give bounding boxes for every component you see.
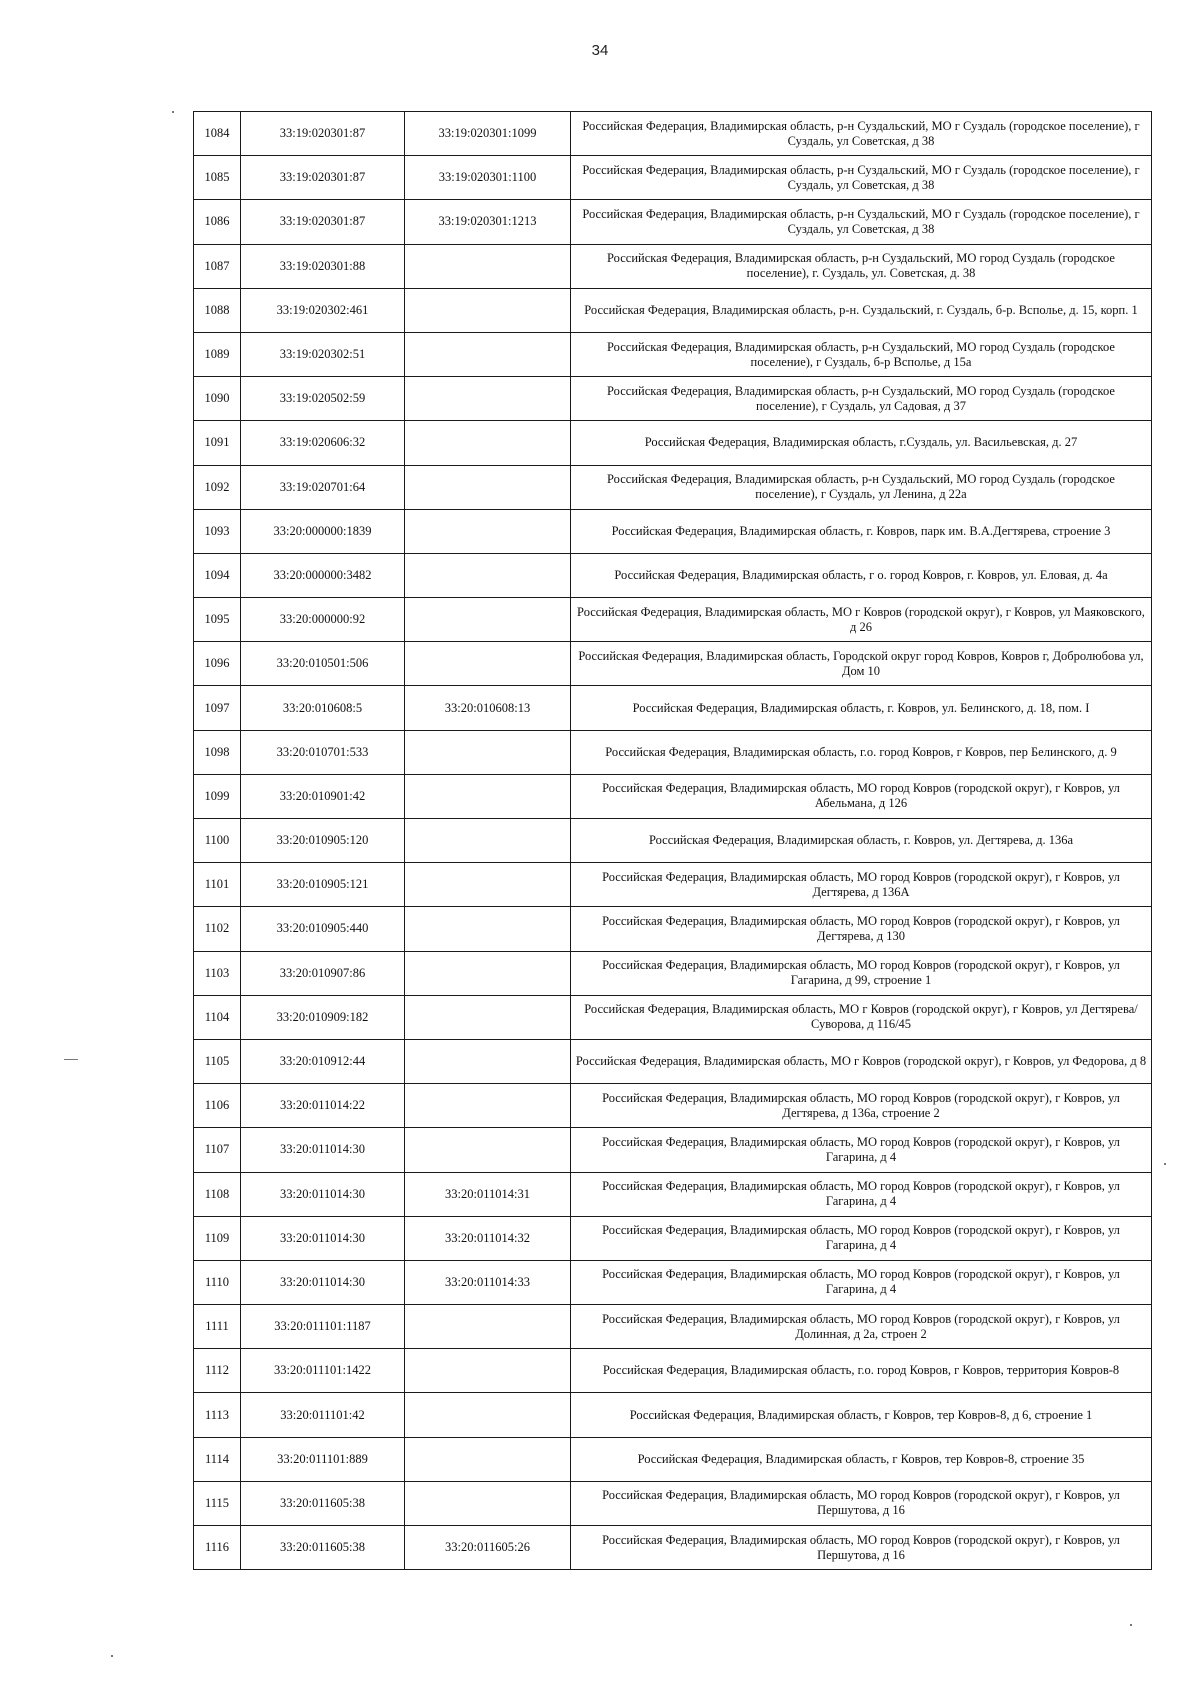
row-number-cell: 1089 [194, 332, 241, 376]
address-cell: Российская Федерация, Владимирская область, МО город Ковров (городской округ), г Ковров, ул Гагарина, д 4 [571, 1128, 1152, 1172]
table-row [194, 553, 1152, 597]
sub-object-number-cell [405, 819, 571, 863]
sub-object-number-cell: 33:19:020301:1213 [405, 200, 571, 244]
address-cell: Российская Федерация, Владимирская область, г. Ковров, ул. Белинского, д. 18, пом. I [571, 686, 1152, 730]
sub-object-number-cell [405, 1481, 571, 1525]
sub-object-number-cell: 33:20:011605:26 [405, 1526, 571, 1570]
address-cell: Российская Федерация, Владимирская область, р-н Суздальский, МО г Суздаль (городское поселение), г Суздаль, ул Советская, д 38 [571, 200, 1152, 244]
address-cell: Российская Федерация, Владимирская область, р-н Суздальский, МО город Суздаль (городское поселение), г. Суздаль, ул. Советская, д. 38 [571, 244, 1152, 288]
scan-speck [172, 111, 174, 113]
row-number-cell: 1092 [194, 465, 241, 509]
table-row [194, 686, 1152, 730]
table-row [194, 200, 1152, 244]
sub-object-number-cell: 33:20:011014:31 [405, 1172, 571, 1216]
cadastral-number-cell: 33:20:000000:1839 [241, 509, 405, 553]
sub-object-number-cell [405, 730, 571, 774]
row-number-cell: 1105 [194, 1039, 241, 1083]
table-row [194, 1305, 1152, 1349]
address-cell: Российская Федерация, Владимирская область, г.о. город Ковров, г Ковров, территория Ковров-8 [571, 1349, 1152, 1393]
sub-object-number-cell: 33:20:010608:13 [405, 686, 571, 730]
row-number-cell: 1101 [194, 863, 241, 907]
sub-object-number-cell [405, 642, 571, 686]
row-number-cell: 1111 [194, 1305, 241, 1349]
row-number-cell: 1115 [194, 1481, 241, 1525]
table-row [194, 1349, 1152, 1393]
sub-object-number-cell [405, 1437, 571, 1481]
cadastral-number-cell: 33:20:010907:86 [241, 951, 405, 995]
cadastral-number-cell: 33:20:010501:506 [241, 642, 405, 686]
row-number-cell: 1090 [194, 377, 241, 421]
row-number-cell: 1116 [194, 1526, 241, 1570]
sub-object-number-cell [405, 553, 571, 597]
sub-object-number-cell [405, 1393, 571, 1437]
address-cell: Российская Федерация, Владимирская область, Городской округ город Ковров, Ковров г, Добролюбова ул, Дом 10 [571, 642, 1152, 686]
cadastral-number-cell: 33:19:020302:51 [241, 332, 405, 376]
address-cell: Российская Федерация, Владимирская область, МО город Ковров (городской округ), г Ковров, ул Дегтярева, д 130 [571, 907, 1152, 951]
address-cell: Российская Федерация, Владимирская область, г.о. город Ковров, г Ковров, пер Белинского, д. 9 [571, 730, 1152, 774]
sub-object-number-cell [405, 774, 571, 818]
cadastral-number-cell: 33:20:010905:440 [241, 907, 405, 951]
sub-object-number-cell [405, 1039, 571, 1083]
table-row [194, 642, 1152, 686]
table-row [194, 1172, 1152, 1216]
table-row [194, 1526, 1152, 1570]
address-cell: Российская Федерация, Владимирская область, МО город Ковров (городской округ), г Ковров, ул Абельмана, д 126 [571, 774, 1152, 818]
table-row [194, 288, 1152, 332]
cadastral-number-cell: 33:19:020301:87 [241, 112, 405, 156]
cadastral-number-cell: 33:20:010608:5 [241, 686, 405, 730]
cadastral-number-cell: 33:20:011605:38 [241, 1481, 405, 1525]
address-cell: Российская Федерация, Владимирская область, г. Ковров, парк им. В.А.Дегтярева, строение 3 [571, 509, 1152, 553]
row-number-cell: 1113 [194, 1393, 241, 1437]
scan-speck [1164, 1163, 1166, 1165]
sub-object-number-cell [405, 1128, 571, 1172]
row-number-cell: 1112 [194, 1349, 241, 1393]
address-cell: Российская Федерация, Владимирская область, р-н Суздальский, МО г Суздаль (городское поселение), г Суздаль, ул Советская, д 38 [571, 112, 1152, 156]
address-cell: Российская Федерация, Владимирская область, МО г Ковров (городской округ), г Ковров, ул Дегтярева/Суворова, д 116/45 [571, 995, 1152, 1039]
cadastral-number-cell: 33:19:020301:87 [241, 156, 405, 200]
address-cell: Российская Федерация, Владимирская область, г. Ковров, ул. Дегтярева, д. 136а [571, 819, 1152, 863]
sub-object-number-cell: 33:19:020301:1100 [405, 156, 571, 200]
address-cell: Российская Федерация, Владимирская область, г о. город Ковров, г. Ковров, ул. Еловая, д. 4а [571, 553, 1152, 597]
row-number-cell: 1087 [194, 244, 241, 288]
sub-object-number-cell: 33:20:011014:33 [405, 1260, 571, 1304]
table-row [194, 1260, 1152, 1304]
cadastral-number-cell: 33:20:011101:1422 [241, 1349, 405, 1393]
sub-object-number-cell [405, 598, 571, 642]
cadastral-number-cell: 33:20:011014:30 [241, 1172, 405, 1216]
address-cell: Российская Федерация, Владимирская область, МО город Ковров (городской округ), г Ковров, ул Першутова, д 16 [571, 1481, 1152, 1525]
table-row [194, 907, 1152, 951]
row-number-cell: 1084 [194, 112, 241, 156]
cadastral-number-cell: 33:20:011014:30 [241, 1260, 405, 1304]
cadastral-number-cell: 33:20:010901:42 [241, 774, 405, 818]
row-number-cell: 1100 [194, 819, 241, 863]
table-row [194, 465, 1152, 509]
page-number: 34 [591, 42, 609, 59]
sub-object-number-cell [405, 951, 571, 995]
table-row [194, 1216, 1152, 1260]
address-cell: Российская Федерация, Владимирская область, г.Суздаль, ул. Васильевская, д. 27 [571, 421, 1152, 465]
address-cell: Российская Федерация, Владимирская область, МО город Ковров (городской округ), г Ковров, ул Дегтярева, д 136а, строение 2 [571, 1084, 1152, 1128]
cadastral-number-cell: 33:20:000000:3482 [241, 553, 405, 597]
row-number-cell: 1099 [194, 774, 241, 818]
address-cell: Российская Федерация, Владимирская область, р-н Суздальский, МО г Суздаль (городское поселение), г Суздаль, ул Советская, д 38 [571, 156, 1152, 200]
table-row [194, 156, 1152, 200]
table-row [194, 863, 1152, 907]
sub-object-number-cell [405, 995, 571, 1039]
row-number-cell: 1088 [194, 288, 241, 332]
sub-object-number-cell: 33:20:011014:32 [405, 1216, 571, 1260]
row-number-cell: 1097 [194, 686, 241, 730]
row-number-cell: 1095 [194, 598, 241, 642]
table-row [194, 951, 1152, 995]
cadastral-number-cell: 33:20:011014:22 [241, 1084, 405, 1128]
cadastral-number-cell: 33:20:011101:889 [241, 1437, 405, 1481]
cadastral-number-cell: 33:19:020301:87 [241, 200, 405, 244]
sub-object-number-cell [405, 465, 571, 509]
cadastral-number-cell: 33:20:011101:42 [241, 1393, 405, 1437]
cadastral-number-cell: 33:20:011101:1187 [241, 1305, 405, 1349]
table-row [194, 1084, 1152, 1128]
table-row [194, 1393, 1152, 1437]
cadastral-number-cell: 33:19:020606:32 [241, 421, 405, 465]
sub-object-number-cell [405, 244, 571, 288]
address-cell: Российская Федерация, Владимирская область, МО город Ковров (городской округ), г Ковров, ул Гагарина, д 99, строение 1 [571, 951, 1152, 995]
row-number-cell: 1114 [194, 1437, 241, 1481]
address-cell: Российская Федерация, Владимирская область, МО г Ковров (городской округ), г Ковров, ул Федорова, д 8 [571, 1039, 1152, 1083]
sub-object-number-cell [405, 907, 571, 951]
table-row [194, 377, 1152, 421]
row-number-cell: 1103 [194, 951, 241, 995]
sub-object-number-cell [405, 288, 571, 332]
row-number-cell: 1098 [194, 730, 241, 774]
cadastral-number-cell: 33:19:020301:88 [241, 244, 405, 288]
sub-object-number-cell [405, 1084, 571, 1128]
address-cell: Российская Федерация, Владимирская область, МО город Ковров (городской округ), г Ковров, ул Дегтярева, д 136А [571, 863, 1152, 907]
registry-table-body [194, 112, 1152, 1570]
cadastral-number-cell: 33:20:000000:92 [241, 598, 405, 642]
sub-object-number-cell [405, 377, 571, 421]
row-number-cell: 1096 [194, 642, 241, 686]
cadastral-number-cell: 33:20:010905:121 [241, 863, 405, 907]
address-cell: Российская Федерация, Владимирская область, МО город Ковров (городской округ), г Ковров, ул Гагарина, д 4 [571, 1260, 1152, 1304]
table-row [194, 819, 1152, 863]
row-number-cell: 1107 [194, 1128, 241, 1172]
row-number-cell: 1108 [194, 1172, 241, 1216]
row-number-cell: 1093 [194, 509, 241, 553]
sub-object-number-cell [405, 1305, 571, 1349]
scan-speck [1130, 1624, 1132, 1626]
sub-object-number-cell [405, 332, 571, 376]
address-cell: Российская Федерация, Владимирская область, МО город Ковров (городской округ), г Ковров, ул Долинная, д 2а, строен 2 [571, 1305, 1152, 1349]
sub-object-number-cell [405, 421, 571, 465]
table-row [194, 1128, 1152, 1172]
scan-speck [64, 1059, 78, 1060]
cadastral-number-cell: 33:19:020502:59 [241, 377, 405, 421]
table-row [194, 730, 1152, 774]
cadastral-number-cell: 33:20:010912:44 [241, 1039, 405, 1083]
address-cell: Российская Федерация, Владимирская область, р-н. Суздальский, г. Суздаль, б-р. Всполье, д. 15, корп. 1 [571, 288, 1152, 332]
table-row [194, 995, 1152, 1039]
address-cell: Российская Федерация, Владимирская область, р-н Суздальский, МО город Суздаль (городское поселение), г Суздаль, б-р Всполье, д 15а [571, 332, 1152, 376]
cadastral-number-cell: 33:20:010905:120 [241, 819, 405, 863]
row-number-cell: 1104 [194, 995, 241, 1039]
table-row [194, 1437, 1152, 1481]
cadastral-number-cell: 33:19:020302:461 [241, 288, 405, 332]
table-row [194, 1481, 1152, 1525]
table-row [194, 598, 1152, 642]
address-cell: Российская Федерация, Владимирская область, МО город Ковров (городской округ), г Ковров, ул Першутова, д 16 [571, 1526, 1152, 1570]
table-row [194, 332, 1152, 376]
cadastral-number-cell: 33:20:011014:30 [241, 1216, 405, 1260]
property-registry-table [193, 111, 1152, 1570]
table-row [194, 509, 1152, 553]
sub-object-number-cell: 33:19:020301:1099 [405, 112, 571, 156]
table-row [194, 244, 1152, 288]
address-cell: Российская Федерация, Владимирская область, р-н Суздальский, МО город Суздаль (городское поселение), г Суздаль, ул Садовая, д 37 [571, 377, 1152, 421]
row-number-cell: 1094 [194, 553, 241, 597]
sub-object-number-cell [405, 863, 571, 907]
table-row [194, 1039, 1152, 1083]
row-number-cell: 1086 [194, 200, 241, 244]
row-number-cell: 1085 [194, 156, 241, 200]
cadastral-number-cell: 33:20:011605:38 [241, 1526, 405, 1570]
table-row [194, 112, 1152, 156]
row-number-cell: 1102 [194, 907, 241, 951]
cadastral-number-cell: 33:20:010909:182 [241, 995, 405, 1039]
address-cell: Российская Федерация, Владимирская область, г Ковров, тер Ковров-8, д 6, строение 1 [571, 1393, 1152, 1437]
address-cell: Российская Федерация, Владимирская область, р-н Суздальский, МО город Суздаль (городское поселение), г Суздаль, ул Ленина, д 22а [571, 465, 1152, 509]
cadastral-number-cell: 33:20:011014:30 [241, 1128, 405, 1172]
row-number-cell: 1091 [194, 421, 241, 465]
scan-speck [111, 1655, 113, 1657]
address-cell: Российская Федерация, Владимирская область, МО город Ковров (городской округ), г Ковров, ул Гагарина, д 4 [571, 1216, 1152, 1260]
address-cell: Российская Федерация, Владимирская область, МО г Ковров (городской округ), г Ковров, ул Маяковского, д 26 [571, 598, 1152, 642]
table-row [194, 774, 1152, 818]
address-cell: Российская Федерация, Владимирская область, МО город Ковров (городской округ), г Ковров, ул Гагарина, д 4 [571, 1172, 1152, 1216]
row-number-cell: 1110 [194, 1260, 241, 1304]
sub-object-number-cell [405, 1349, 571, 1393]
cadastral-number-cell: 33:19:020701:64 [241, 465, 405, 509]
row-number-cell: 1106 [194, 1084, 241, 1128]
sub-object-number-cell [405, 509, 571, 553]
cadastral-number-cell: 33:20:010701:533 [241, 730, 405, 774]
table-row [194, 421, 1152, 465]
row-number-cell: 1109 [194, 1216, 241, 1260]
address-cell: Российская Федерация, Владимирская область, г Ковров, тер Ковров-8, строение 35 [571, 1437, 1152, 1481]
